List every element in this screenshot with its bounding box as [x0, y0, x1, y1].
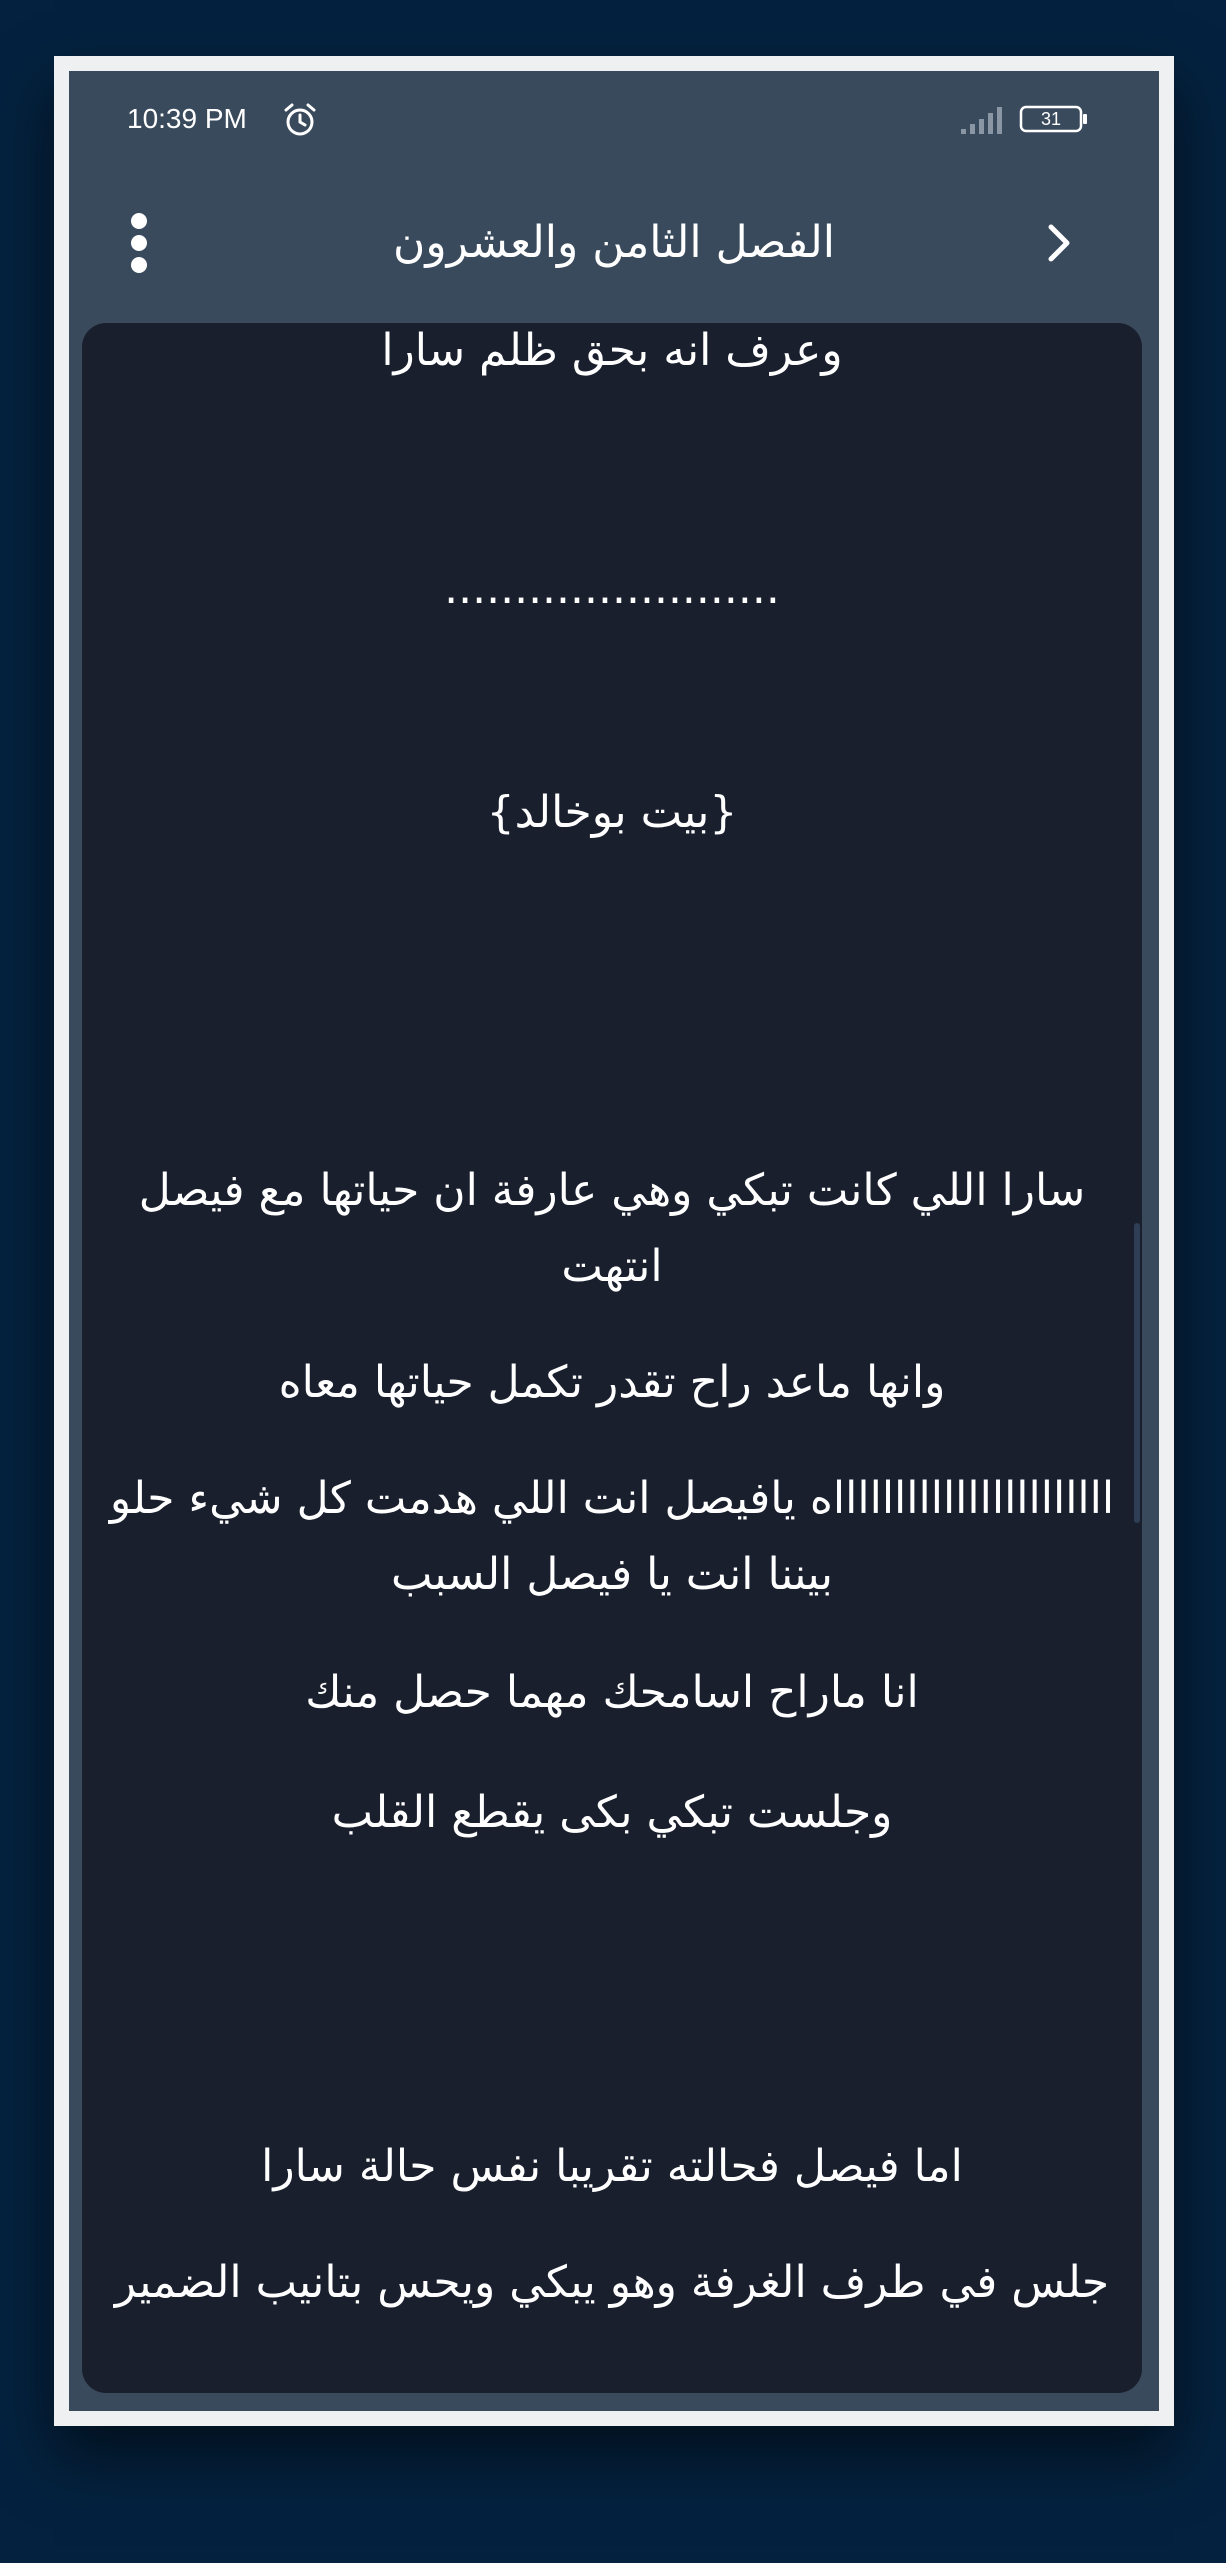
phone-screen	[69, 71, 1159, 2411]
device-frame	[54, 56, 1174, 2426]
chevron-right-icon[interactable]	[1029, 213, 1089, 273]
alarm-icon	[281, 101, 319, 139]
chapter-content[interactable]	[82, 323, 1142, 2393]
status-bar	[69, 71, 1159, 181]
battery-level: 31	[1040, 109, 1062, 129]
chapter-paragraph: سارا اللي كانت تبكي وهي عارفة ان حياتها مع فيصل انتهت	[138, 1165, 1086, 1292]
status-time: 10:39 PM	[127, 103, 247, 134]
chapter-paragraph: انا ماراح اسامحك مهما حصل منك	[305, 1667, 919, 1718]
more-vertical-icon	[131, 257, 147, 273]
section-separator: ........................	[444, 563, 780, 614]
chapter-paragraph: اما فيصل فحالته تقريبا نفس حالة سارا	[261, 2141, 963, 2192]
chapter-paragraph: وعرف انه بحق ظلم سارا	[381, 325, 843, 376]
more-vertical-icon	[131, 213, 147, 229]
section-heading: {بيت بوخالد}	[486, 787, 738, 838]
signal-icon	[959, 105, 1007, 135]
more-vertical-icon	[131, 235, 147, 251]
chapter-paragraph: اااااااااااااااااااااااه يافيصل انت اللي هدمت كل شيء حلو بيننا انت يا فيصل السبب	[109, 1473, 1115, 1600]
scrollbar[interactable]	[1134, 1223, 1140, 1523]
chapter-paragraph: جلس في طرف الغرفة وهو يبكي ويحس بتانيب الضمير	[114, 2257, 1110, 2308]
chapter-title: الفصل الثامن والعشرون	[393, 217, 835, 268]
chapter-paragraph: وجلست تبكي بكى يقطع القلب	[331, 1787, 893, 1838]
more-options-button[interactable]	[109, 205, 169, 281]
chapter-paragraph: وانها ماعد راح تقدر تكمل حياتها معاه	[278, 1357, 946, 1408]
app-bar	[69, 181, 1159, 301]
